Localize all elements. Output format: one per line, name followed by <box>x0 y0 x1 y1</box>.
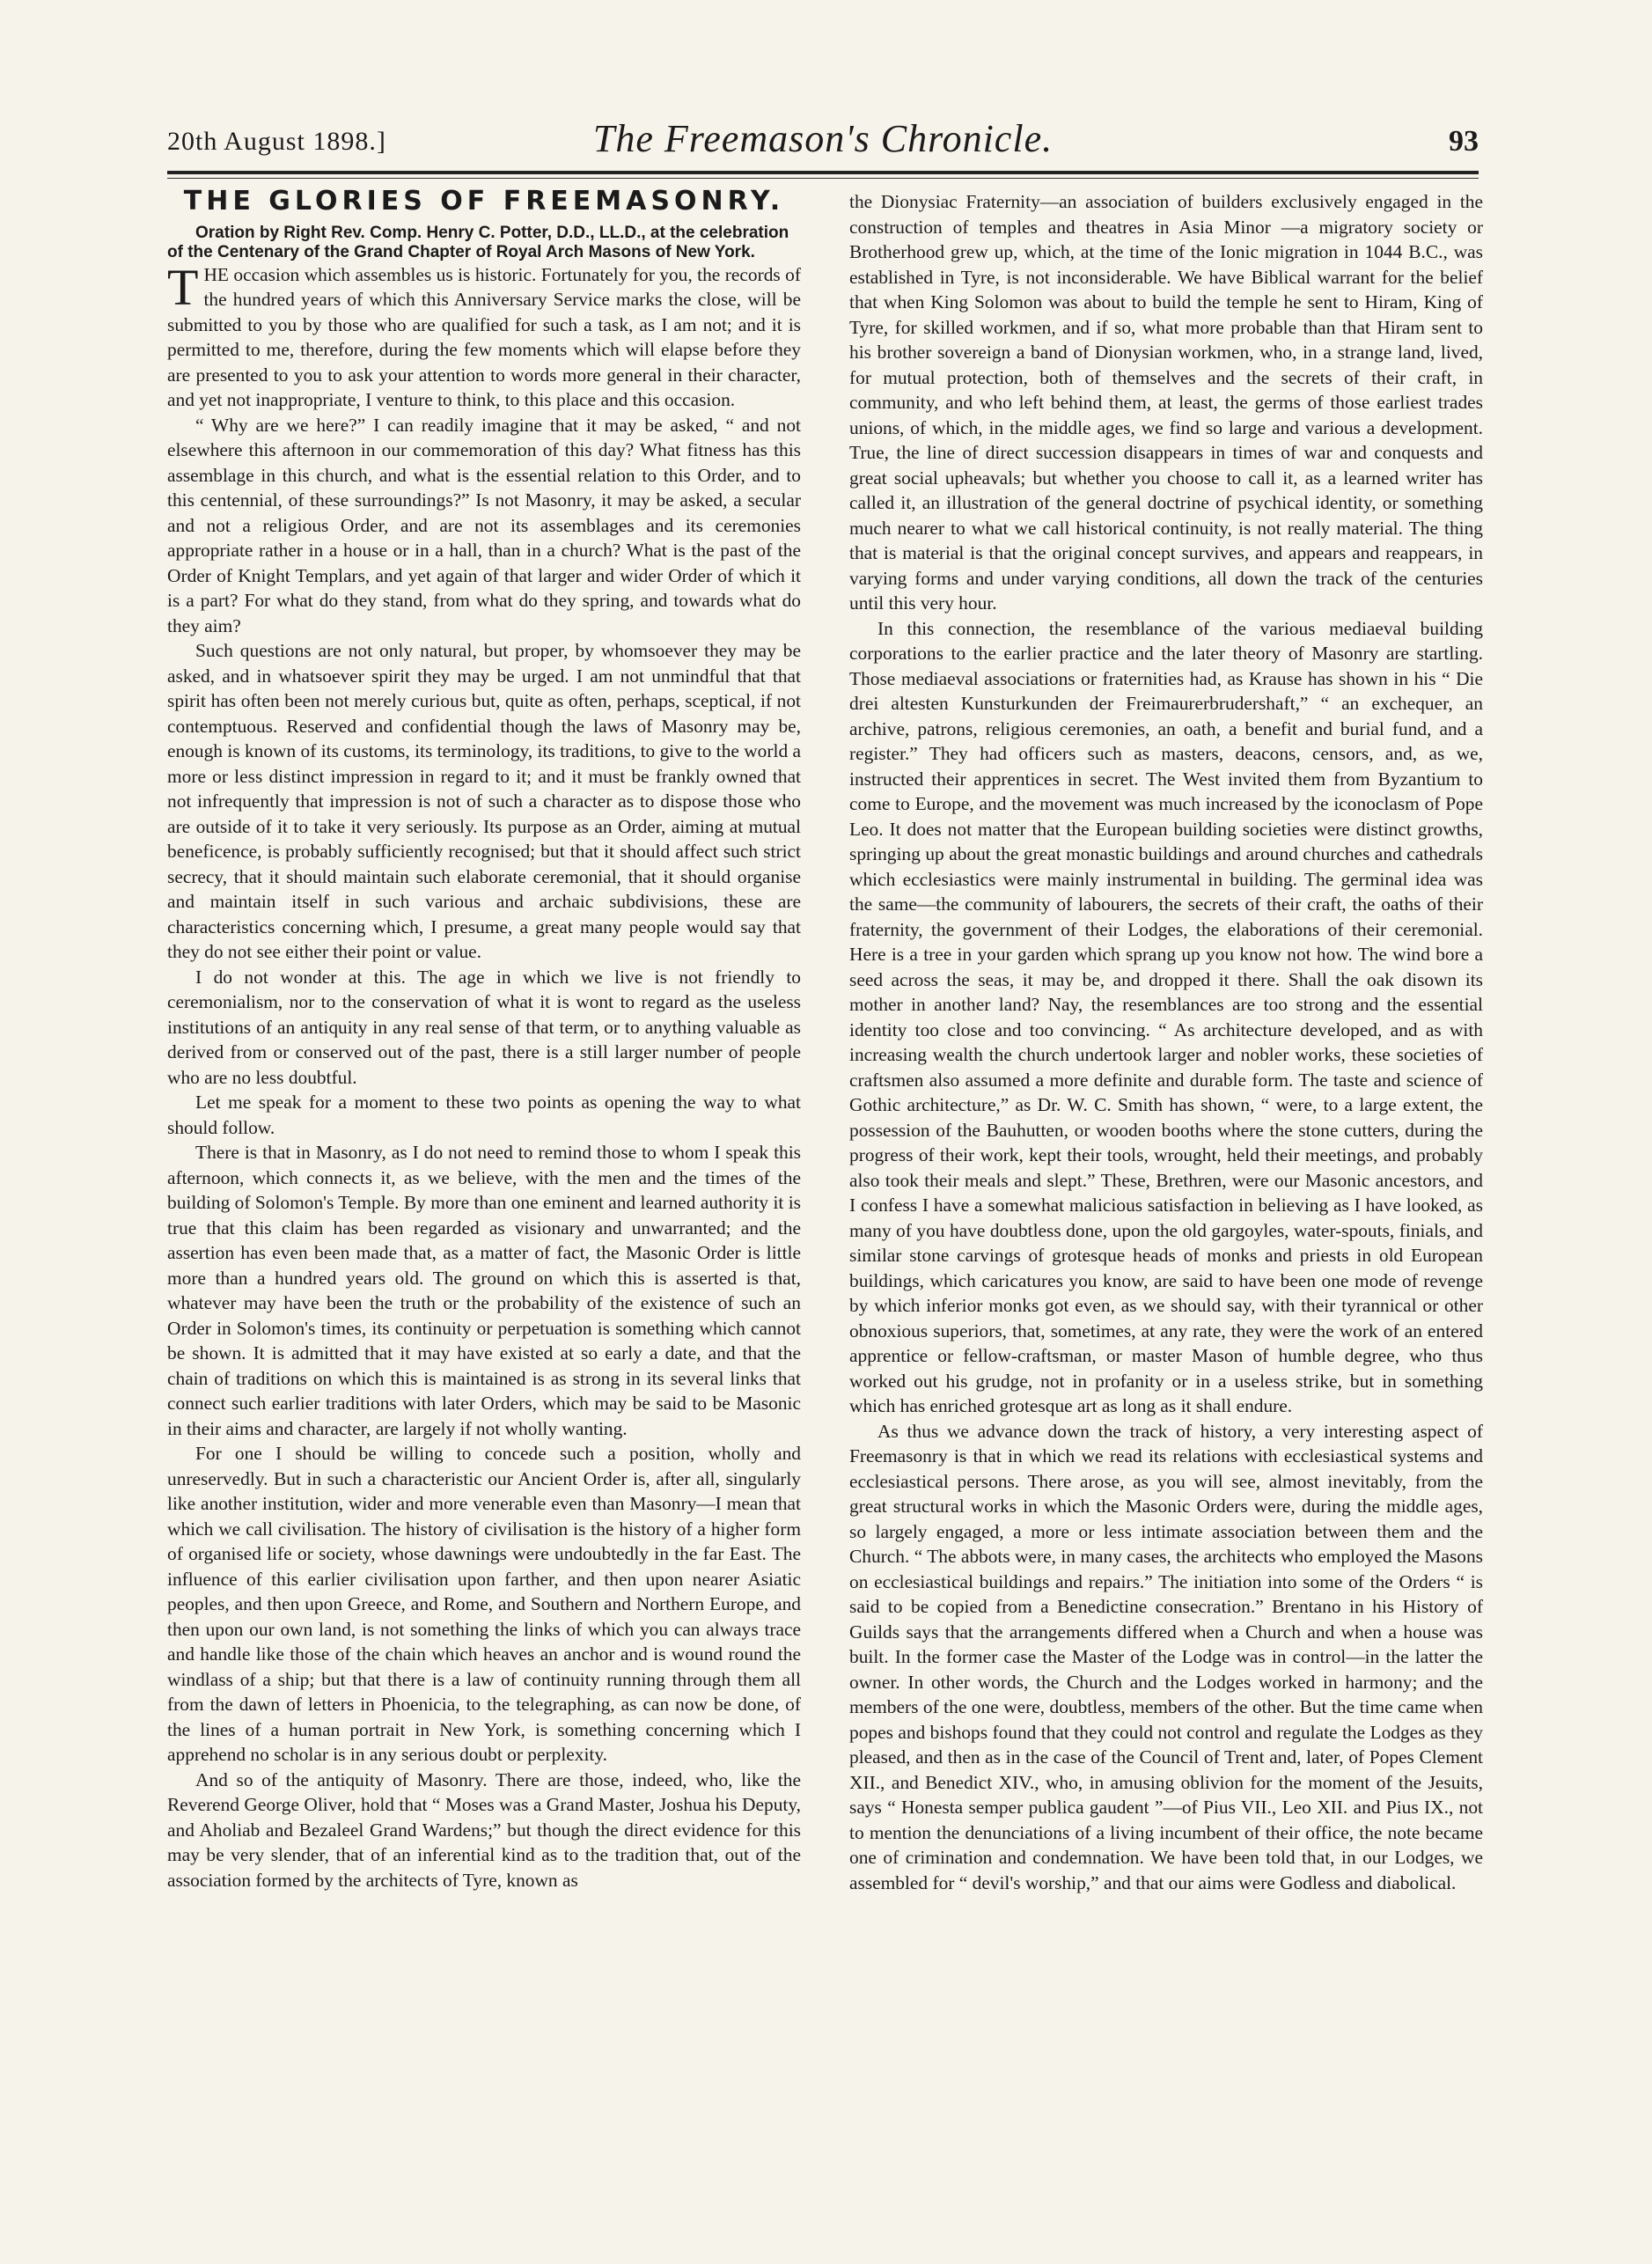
paragraph-continued: the Dionysiac Fraternity—an association of builders exclusively engaged in the construction of temples and theatres in Asia Minor —a migratory society or Brotherhood grew up, which, at the time of the Ionic migration in 1044 B.C., was established in Tyre, is not inconsiderable. We have Biblical warrant for the belief that when King Solomon was about to build the temple he sent to Hiram, King of Tyre, for skilled workmen, and if so, what more probable than that Hiram sent to his brother sovereign a band of Dionysian workmen, who, in a strange land, lived, for mutual protection, both of themselves and the secrets of their craft, in community, and who left behind them, at least, the germs of those earliest trades unions, of which, in the middle ages, we find so large and various a development. True, the line of direct succession disappears in times of war and conquests and great social upheavals; but whether you choose to call it, as a learned writer has called it, an illustration of the general doctrine of psychical identity, or something much nearer to what we call historical continuity, is not really material. The thing that is material is that the original concept survives, and appears and reappears, in varying forms and under varying conditions, all down the track of the centuries until this very hour. <box>849 191 1483 614</box>
drop-cap: T <box>167 258 199 316</box>
issue-date: 20th August 1898.] <box>167 127 386 156</box>
header-rule-thin <box>167 178 1479 179</box>
header-rule <box>167 171 1479 174</box>
paragraph: There is that in Masonry, as I do not need to remind those to whom I speak this afternoon, which connects it, as we believe, with the men and the times of the building of Solomon's Temple. By more than one eminent and learned authority it is true that this claim has been regarded as visionary and unwarranted; and the assertion has even been made that, as a matter of fact, the Masonic Order is little more than a hundred years old. The ground on which this is asserted is that, whatever may have been the truth or the probability of the existence of such an Order in Solomon's times, its continuity or perpetuation is something which cannot be shown. It is admitted that it may have existed at so early a date, and that the chain of traditions on which this is maintained is as strong in its several links that connect such earlier traditions with later Orders, which may be said to be Masonic in their aims and character, are largely if not wholly wanting. <box>167 1142 801 1439</box>
paragraph: I do not wonder at this. The age in which we live is not friendly to ceremonialism, nor to the conservation of what it is wont to regard as the useless institutions of an antiquity in any real sense of that term, or to anything valuable as derived from or conserved out of the past, there is a still larger number of people who are no less doubtful. <box>167 966 801 1088</box>
paragraph: As thus we advance down the track of history, a very interesting aspect of Freemasonry is that in which we read its relations with ecclesiastical systems and ecclesiastical persons. There arose, as you will see, almost inevitably, from the great structural works in which the Masonic Orders were, during the middle ages, so largely engaged, a more or less intimate association between them and the Church. “ The abbots were, in many cases, the architects who employed the Masons on ecclesiastical buildings and repairs.” The initiation into some of the Orders “ is said to be copied from a Benedictine consecration.” Brentano in his History of Guilds says that the arrangements differed when a Church and when a house was built. In the former case the Master of the Lodge was in control—in the latter the owner. In other words, the Church and the Lodges worked in harmony; and the members of the one were, doubtless, members of the other. But the time came when popes and bishops found that they could not control and regulate the Lodges as they pleased, and then as in the case of the Council of Trent and, later, of Popes Clement XII., and Benedict XIV., who, in amusing oblivion for the moment of the Jesuits, says “ Honesta semper publica gaudent ”—of Pius VII., Leo XII. and Pius IX., not to mention the denunciations of a living incumbent of their office, the note became one of crimination and condemnation. We have been told that, in our Lodges, we assembled for “ devil's worship,” and that our aims were Godless and diabolical. <box>849 1420 1483 1893</box>
masthead <box>167 113 1479 167</box>
publication-title: The Freemason's Chronicle. <box>592 117 1054 160</box>
paragraph: For one I should be willing to concede such a position, wholly and unreservedly. But in such a characteristic our Ancient Order is, after all, singularly like another institution, wider and more venerable even than Masonry—I mean that which we call civilisation. The history of civilisation is the history of a higher form of organised life or society, whose dawnings were undoubtedly in the far East. The influence of this earlier civilisation upon farther, and then upon nearer Asiatic peoples, and then upon Greece, and Rome, and Southern and Northern Europe, and then upon our own land, is not something the links of which you can always trace and handle like those of the chain which heaves an anchor and is wound round the windlass of a ship; but that there is a law of continuity running through them all from the dawn of letters in Phoenicia, to the telegraphing, as can now be done, of the lines of a human portrait in New York, is something concerning which I apprehend no scholar is in any serious doubt or perplexity. <box>167 1443 801 1765</box>
article-subtitle: Oration by Right Rev. Comp. Henry C. Potter, D.D., LL.D., at the celebration of the Centenary of the Grand Chapter of Royal Arch Masons of New York. <box>167 223 789 261</box>
paragraph: “ Why are we here?” I can readily imagine that it may be asked, “ and not elsewhere this afternoon in our commemoration of this day? What fitness has this assemblage in this church, and what is the essential relation to this Order, and to this centennial, of these surroundings?” Is not Masonry, it may be asked, a secular and not a religious Order, and are not its assemblages and its ceremonies appropriate rather in a house or in a hall, than in a church? What is the past of the Order of Knight Templars, and yet again of that larger and wider Order of which it is a part? For what do they stand, from what do they spring, and towards what do they aim? <box>167 414 801 636</box>
opening-paragraph-text: HE occasion which assembles us is historic. Fortunately for you, the records of the hundred years of which this Anniversary Service marks the close, will be submitted to you by those who are qualified for such a task, as I am not; and it is permitted to me, therefore, during the few moments which will elapse before they are presented to you to ask your attention to words more general in their character, and yet not inappropriate, I venture to think, to this place and this occasion. <box>167 263 801 410</box>
paragraph: And so of the antiquity of Masonry. There are those, indeed, who, like the Reverend George Oliver, hold that “ Moses was a Grand Master, Joshua his Deputy, and Aholiab and Bezaleel Grand Wardens;” but though the direct evidence for this may be very slender, that of an inferential kind as to the tradition that, out of the association formed by the architects of Tyre, known as <box>167 1768 801 1891</box>
paragraph: In this connection, the resemblance of the various mediaeval building corporations to the earlier practice and the later theory of Masonry are startling. Those mediaeval associations or fraternities had, as Krause has shown in his “ Die drei altesten Kunsturkunden der Freimaurerbrudershaft,” “ an exchequer, an archive, patrons, religious ceremonies, an oath, a benefit and burial fund, and a register.” They had officers such as masters, deacons, censors, and, as we, instructed their apprentices in secret. The West invited them from Byzantium to come to Europe, and the movement was much increased by the iconoclasm of Pope Leo. It does not matter that the European building societies were distinct growths, springing up about the great monastic buildings and around churches and cathedrals which ecclesiastics were mainly instrumental in building. The germinal idea was the same—the community of labourers, the secrets of their craft, the oaths of their fraternity, the government of their Lodges, the elaborations of their ceremonial. Here is a tree in your garden which sprang up you know not how. The wind bore a seed across the seas, it may be, and dropped it there. Shall the oak disown its mother in another land? Nay, the resemblances are too strong and the essential identity too close and too convincing. “ As architecture developed, and as with increasing wealth the church undertook larger and nobler works, these societies of craftsmen also assumed a more definite and durable form. The taste and science of Gothic architecture,” as Dr. W. C. Smith has shown, “ were, to a large extent, the possession of the Bauhutten, or wooden booths where the stone cutters, during the progress of their work, kept their tools, wrought, held their meetings, and probably also took their meals and slept.” These, Brethren, were our Masonic ancestors, and I confess I have a somewhat malicious satisfaction in believing as I have looked, as many of you have doubtless done, upon the old gargoyles, water-spouts, finials, and similar stone carvings of grotesque heads of monks and priests in old European buildings, which caricatures you know, are said to have been one mode of revenge by which inferior monks got even, as we should say, with their tyrannical or other obnoxious superiors, that, sometimes, at any rate, they were the work of an entered apprentice or fellow-craftsman, or master Mason of humble degree, who thus worked out his grudge, not in profanity or in a useless strike, but in something which has enriched grotesque art as long as it shall endure. <box>849 617 1483 1416</box>
right-column <box>849 189 1483 2205</box>
page-number: 93 <box>1449 125 1479 158</box>
paragraph: Let me speak for a moment to these two points as opening the way to what should follow. <box>167 1092 801 1138</box>
paragraph: Such questions are not only natural, but proper, by whomsoever they may be asked, and in whatsoever spirit they may be urged. I am not unmindful that that spirit has often been not merely curious but, quite as often, perhaps, sceptical, if not contemptuous. Reserved and confidential though the laws of Masonry may be, enough is known of its customs, its terminology, its traditions, to give to the world a more or less distinct impression in regard to it; and it must be frankly owned that not infrequently that impression is not of such a character as to dispose those who are outside of it to take it very seriously. Its purpose as an Order, aiming at mutual beneficence, is probably sufficiently recognised; but that it should affect such strict secrecy, that it should maintain such elaborate ceremonial, that it should organise and maintain itself in such various and archaic subdivisions, these are characteristics concerning which, I presume, a great many people would say that they do not see either their point or value. <box>167 640 801 962</box>
opening-paragraph <box>167 258 801 413</box>
article-title: THE GLORIES OF FREEMASONRY. <box>183 189 785 217</box>
left-column <box>167 189 801 2205</box>
